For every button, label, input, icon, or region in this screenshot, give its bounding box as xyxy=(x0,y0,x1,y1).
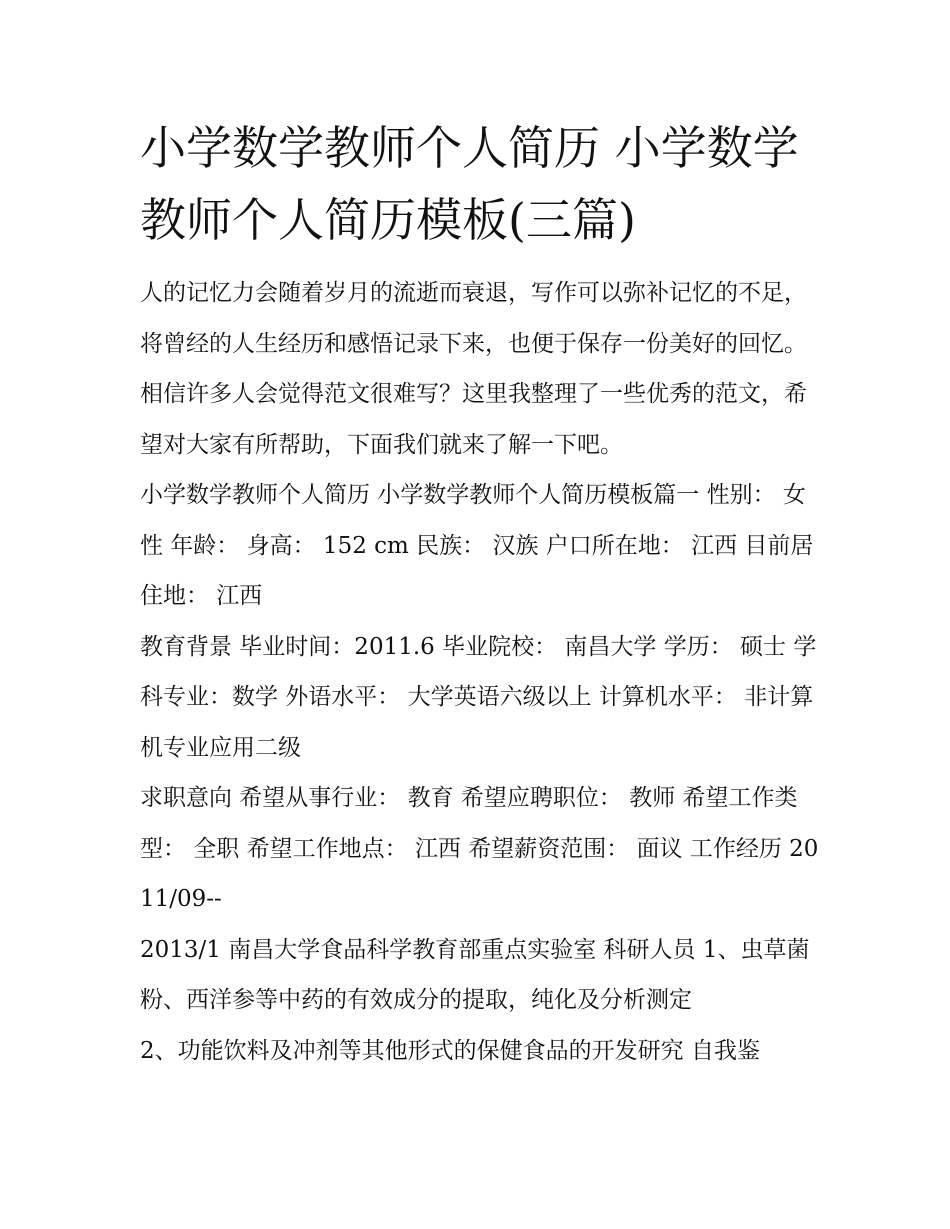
document-body xyxy=(140,112,820,1076)
title-spacer xyxy=(140,256,820,268)
paragraph-personal-info: 小学数学教师个人简历 小学数学教师个人简历模板篇一 性别： 女性 年龄： 身高： 152 cm 民族： 汉族 户口所在地： 江西 目前居住地： 江西 xyxy=(140,482,814,609)
paragraph-work-detail: 2、功能饮料及冲剂等其他形式的保健食品的开发研究 自我鉴 xyxy=(140,1037,760,1064)
paragraph-education: 教育背景 毕业时间：2011.6 毕业院校： 南昌大学 学历： 硕士 学科专业：数学 外语水平： 大学英语六级以上 计算机水平： 非计算机专业应用二级 xyxy=(140,633,817,761)
paragraph-work-experience: 2013/1 南昌大学食品科学教育部重点实验室 科研人员 1、虫草菌粉、西洋参等中药的有效成分的提取，纯化及分析测定 xyxy=(140,936,810,1013)
document-title: 小学数学教师个人简历 小学数学教师个人简历模板(三篇) xyxy=(140,121,799,247)
paragraph-job-intent: 求职意向 希望从事行业： 教育 希望应聘职位： 教师 希望工作类型： 全职 希望工作地点： 江西 希望薪资范围： 面议 工作经历 2011/09-- xyxy=(140,785,819,912)
paragraph-intro: 人的记忆力会随着岁月的流逝而衰退，写作可以弥补记忆的不足，将曾经的人生经历和感悟记录下来，也便于保存一份美好的回忆。相信许多人会觉得范文很难写？这里我整理了一些优秀的范文，希望对大家有所帮助，下面我们就来了解一下吧。 xyxy=(140,280,807,458)
